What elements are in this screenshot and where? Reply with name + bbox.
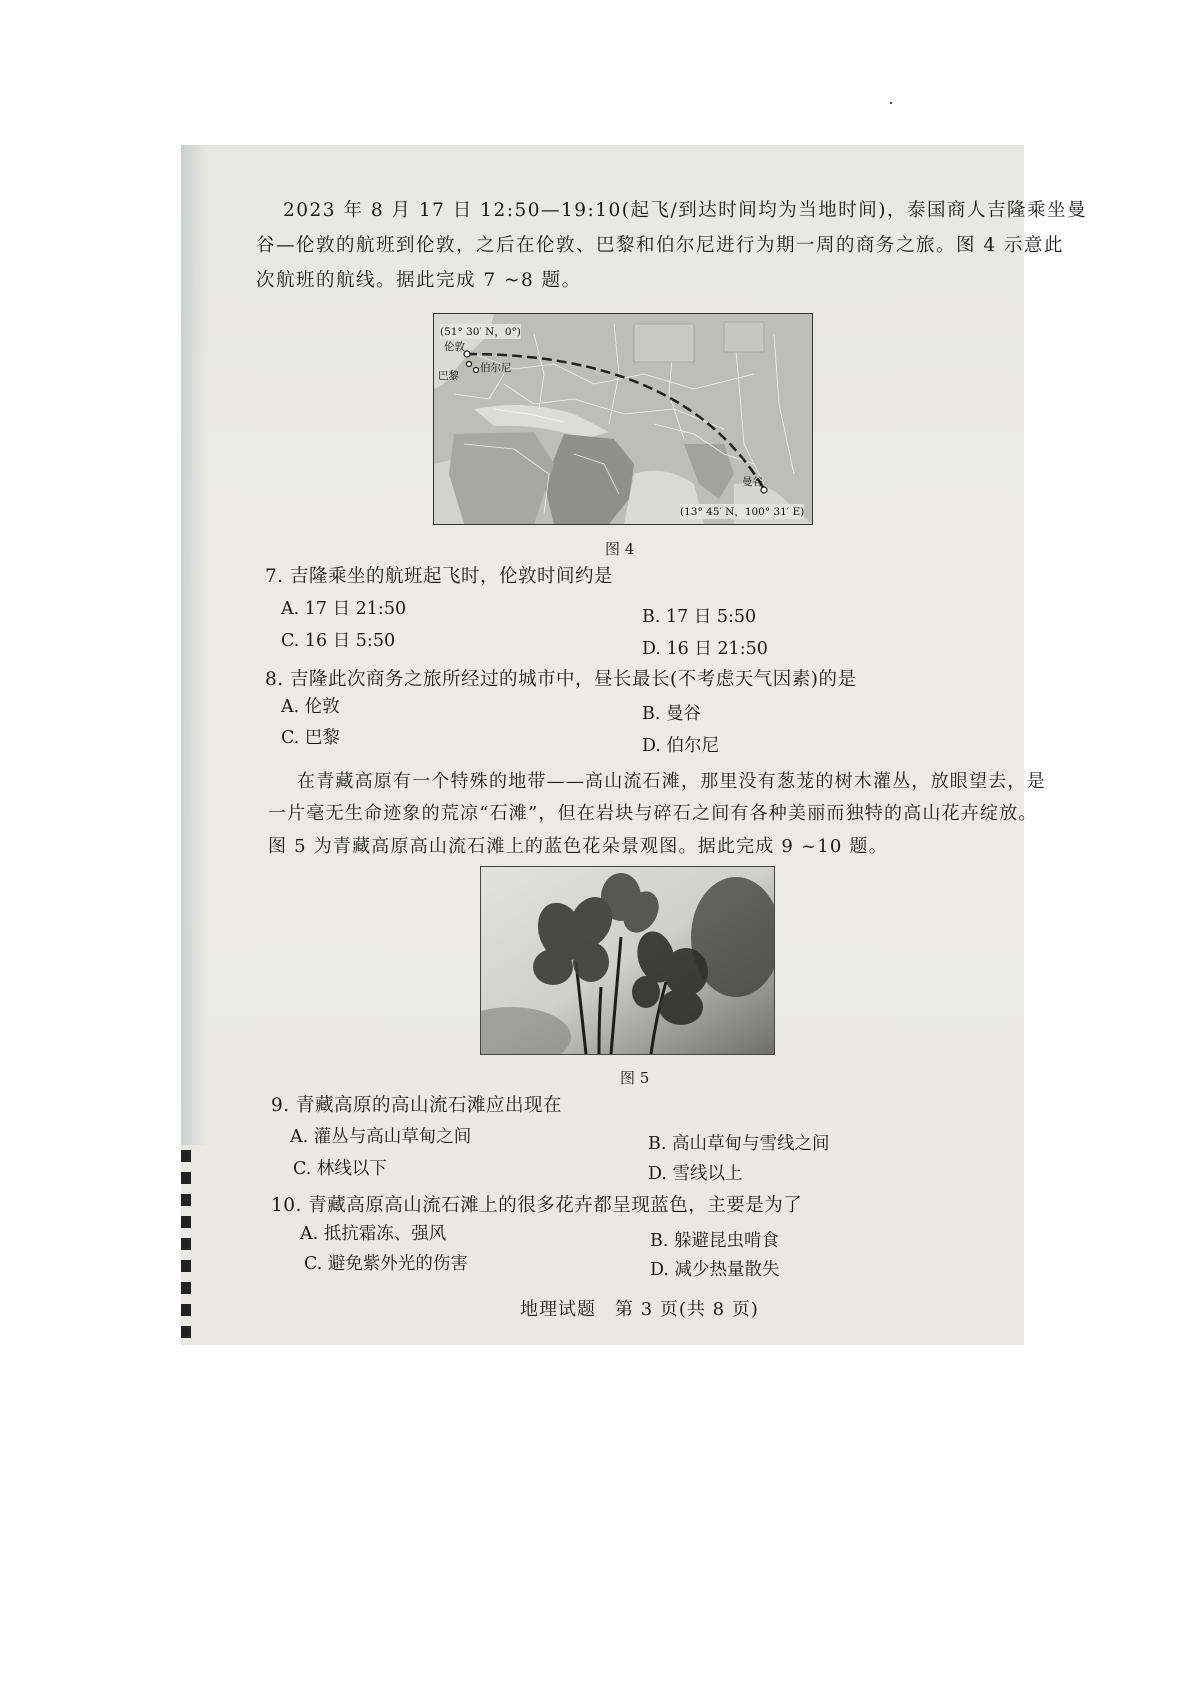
- intro-line: 2023 年 8 月 17 日 12:50—19:10(起飞/到达时间均为当地时间)，泰国商人吉隆乘坐曼: [283, 200, 1087, 221]
- intro-paragraph-1: [283, 193, 1087, 228]
- intro-paragraph-1-cont: [256, 228, 1064, 298]
- scan-speck: [890, 102, 892, 104]
- map-graphic: [434, 314, 812, 524]
- figure-5-caption: 图 5: [620, 1069, 650, 1087]
- bangkok-coordinate: (13° 45′ N，100° 31′ E): [680, 506, 805, 518]
- question-10-option-a: A. 抵抗霜冻、强风: [300, 1224, 447, 1244]
- question-10-option-b: B. 躲避昆虫啃食: [650, 1231, 779, 1251]
- question-8-option-b: B. 曼谷: [642, 704, 701, 724]
- question-8-option-a: A. 伦敦: [281, 697, 340, 717]
- blue-flower-photo: [480, 866, 775, 1055]
- question-8-option-d: D. 伯尔尼: [642, 736, 720, 756]
- intro-line: 图 5 为青藏高原高山流石滩上的蓝色花朵景观图。据此完成 9 ~10 题。: [268, 836, 888, 857]
- intro-line: 次航班的航线。据此完成 7 ~8 题。: [256, 270, 582, 291]
- flight-route-map: [433, 313, 813, 525]
- question-9-option-d: D. 雪线以上: [648, 1164, 743, 1184]
- question-9-option-b: B. 高山草甸与雪线之间: [648, 1134, 830, 1154]
- paris-label: 巴黎: [438, 370, 459, 382]
- question-9-option-c: C. 林线以下: [293, 1159, 387, 1179]
- page-shadow: [181, 145, 207, 1145]
- intro-line: 在青藏高原有一个特殊的地带——高山流石滩，那里没有葱茏的树木灌丛，放眼望去，是: [297, 771, 1046, 792]
- intro-paragraph-2: [297, 764, 1046, 799]
- flower-graphic: [481, 867, 774, 1054]
- question-9-option-a: A. 灌丛与高山草甸之间: [290, 1127, 472, 1147]
- question-10-option-d: D. 减少热量散失: [650, 1260, 780, 1280]
- intro-line: 谷—伦敦的航班到伦敦，之后在伦敦、巴黎和伯尔尼进行为期一周的商务之旅。图 4 示意此: [256, 235, 1065, 256]
- london-coordinate: (51° 30′ N，0°): [440, 326, 521, 338]
- binder-holes: [181, 1150, 191, 1345]
- figure-4-caption: 图 4: [605, 540, 635, 558]
- question-7-option-c: C. 16 日 5:50: [281, 631, 396, 651]
- page-footer: 地理试题 第 3 页(共 8 页): [520, 1299, 759, 1320]
- intro-paragraph-2-cont: [268, 797, 1038, 863]
- question-9-stem: 9. 青藏高原的高山流石滩应出现在: [271, 1095, 563, 1116]
- intro-line: 一片毫无生命迹象的荒凉“石滩”，但在岩块与碎石之间有各种美丽而独特的高山花卉绽放。: [268, 803, 1038, 824]
- question-7-option-d: D. 16 日 21:50: [642, 639, 768, 659]
- question-8-stem: 8. 吉隆此次商务之旅所经过的城市中，昼长最长(不考虑天气因素)的是: [265, 669, 857, 690]
- question-8-option-c: C. 巴黎: [281, 728, 340, 748]
- question-7-option-a: A. 17 日 21:50: [281, 599, 407, 619]
- question-10-stem: 10. 青藏高原高山流石滩上的很多花卉都呈现蓝色，主要是为了: [271, 1195, 803, 1216]
- bangkok-label: 曼谷: [742, 476, 763, 488]
- london-label: 伦敦: [444, 341, 465, 353]
- question-7-option-b: B. 17 日 5:50: [642, 607, 757, 627]
- bern-label: 伯尔尼: [480, 362, 512, 374]
- question-10-option-c: C. 避免紫外光的伤害: [304, 1254, 468, 1274]
- question-7-stem: 7. 吉隆乘坐的航班起飞时，伦敦时间约是: [265, 566, 614, 587]
